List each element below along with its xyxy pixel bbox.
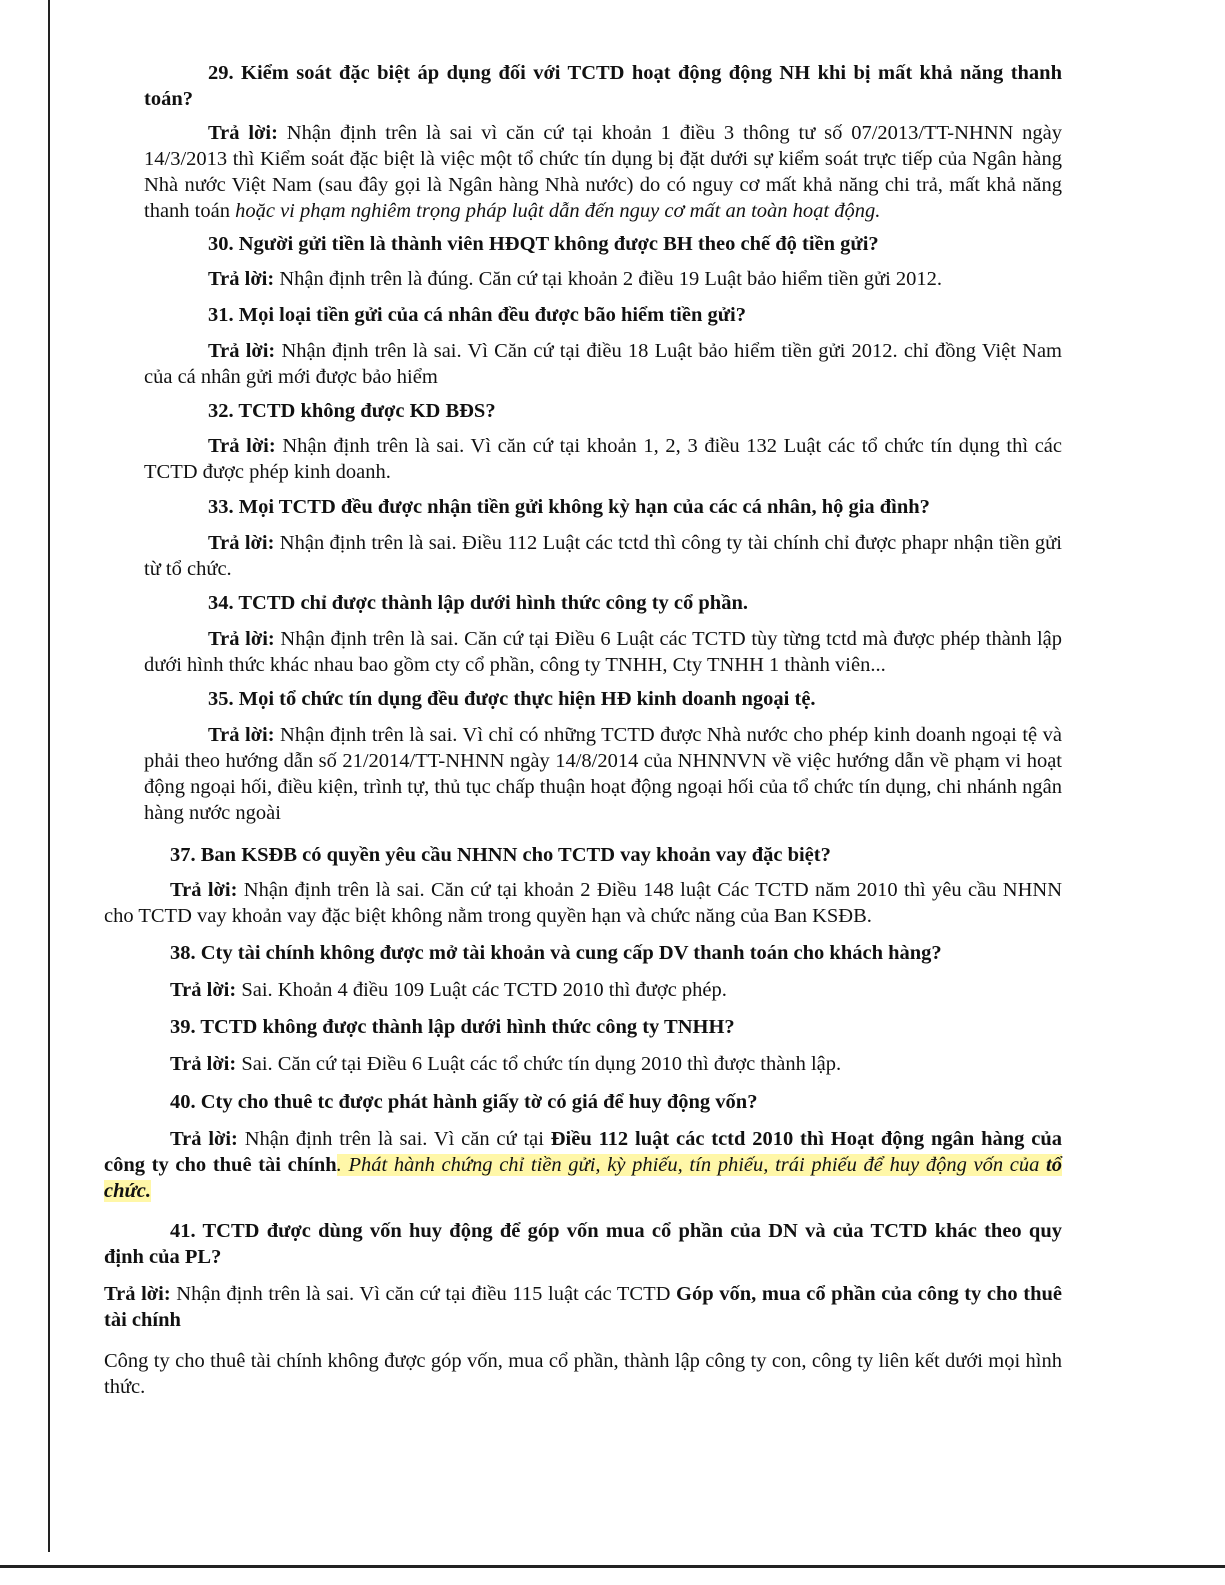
answer-31: Trả lời: Nhận định trên là sai. Vì Căn cứ tại điều 18 Luật bảo hiểm tiền gửi 2012. chỉ đồng Việt Nam của cá nhân gửi mới được bảo hiểm xyxy=(144,340,1062,388)
highlighted-text: . Phát hành chứng chỉ tiền gửi, kỳ phiếu, tín phiếu, trái phiếu để huy động vốn của xyxy=(336,1154,1047,1176)
question-29: 29. Kiểm soát đặc biệt áp dụng đối với TCTD hoạt động động NH khi bị mất khả năng thanh toán? xyxy=(144,62,1062,110)
answer-label: Trả lời: xyxy=(170,1128,238,1150)
answer-label: Trả lời: xyxy=(208,268,275,290)
answer-29: Trả lời: Nhận định trên là sai vì căn cứ tại khoản 1 điều 3 thông tư số 07/2013/TT-NHNN ngày 14/3/2013 thì Kiểm soát đặc biệt là việc một tổ chức tín dụng bị đặt dưới sự kiểm soát trực tiếp của Ngân hàng Nhà nước Việt Nam (sau đây gọi là Ngân hàng Nhà nước) do có nguy cơ mất khả năng chi trả, mất khả năng thanh toán hoặc vi phạm nghiêm trọng pháp luật dẫn đến nguy cơ mất an toàn hoạt động. xyxy=(144,122,1062,222)
answer-label: Trả lời: xyxy=(170,1053,237,1075)
answer-37: Trả lời: Nhận định trên là sai. Căn cứ tại khoản 2 Điều 148 luật Các TCTD năm 2010 thì yêu cầu NHNN cho TCTD vay khoản vay đặc biệt không nằm trong quyền hạn và chức năng của Ban KSĐB. xyxy=(104,879,1062,927)
answer-label: Trả lời: xyxy=(208,724,275,746)
answer-label: Trả lời: xyxy=(208,435,276,457)
question-40: 40. Cty cho thuê tc được phát hành giấy tờ có giá để huy động vốn? xyxy=(170,1091,758,1113)
highlighted-text: tổ chức. xyxy=(104,1154,1062,1202)
question-32: 32. TCTD không được KD BĐS? xyxy=(208,400,496,422)
question-34: 34. TCTD chỉ được thành lập dưới hình thức công ty cổ phần. xyxy=(208,592,748,614)
answer-label: Trả lời: xyxy=(170,979,237,1001)
answer-41: Trả lời: Nhận định trên là sai. Vì căn cứ tại điều 115 luật các TCTD Góp vốn, mua cổ phần của công ty cho thuê tài chính xyxy=(104,1283,1062,1331)
answer-40: Trả lời: Nhận định trên là sai. Vì căn cứ tại Điều 112 luật các tctd 2010 thì Hoạt động ngân hàng của công ty cho thuê tài chính. Phát hành chứng chỉ tiền gửi, kỳ phiếu, tín phiếu, trái phiếu để huy động vốn của tổ chức. xyxy=(104,1128,1062,1202)
answer-38: Trả lời: Sai. Khoản 4 điều 109 Luật các TCTD 2010 thì được phép. xyxy=(170,979,727,1001)
answer-label: Trả lời: xyxy=(208,628,275,650)
question-31: 31. Mọi loại tiền gửi của cá nhân đều được bão hiểm tiền gửi? xyxy=(208,304,747,326)
question-38: 38. Cty tài chính không được mở tài khoản và cung cấp DV thanh toán cho khách hàng? xyxy=(170,942,942,964)
answer-label: Trả lời: xyxy=(208,340,276,362)
question-33: 33. Mọi TCTD đều được nhận tiền gửi không kỳ hạn của các cá nhân, hộ gia đình? xyxy=(208,496,930,518)
answer-30: Trả lời: Nhận định trên là đúng. Căn cứ tại khoản 2 điều 19 Luật bảo hiểm tiền gửi 2012. xyxy=(208,268,943,290)
question-30: 30. Người gửi tiền là thành viên HĐQT không được BH theo chế độ tiền gửi? xyxy=(208,233,879,255)
question-37: 37. Ban KSĐB có quyền yêu cầu NHNN cho TCTD vay khoản vay đặc biệt? xyxy=(170,844,831,866)
answer-33: Trả lời: Nhận định trên là sai. Điều 112 Luật các tctd thì công ty tài chính chỉ được phapr nhận tiền gửi từ tổ chức. xyxy=(144,532,1062,580)
answer-35: Trả lời: Nhận định trên là sai. Vì chỉ có những TCTD được Nhà nước cho phép kinh doanh ngoại tệ và phải theo hướng dẫn số 21/2014/TT-NHNN ngày 14/8/2014 của NHNNVN về việc hướng dẫn về phạm vi hoạt động ngoại hối, điều kiện, trình tự, thủ tục chấp thuận hoạt động ngoại hối của tổ chức tín dụng, chi nhánh ngân hàng nước ngoài xyxy=(144,724,1062,824)
page-border-bottom xyxy=(0,1565,1225,1568)
question-35: 35. Mọi tổ chức tín dụng đều được thực hiện HĐ kinh doanh ngoại tệ. xyxy=(208,688,816,710)
answer-label: Trả lời: xyxy=(208,122,278,144)
answer-39: Trả lời: Sai. Căn cứ tại Điều 6 Luật các tổ chức tín dụng 2010 thì được thành lập. xyxy=(170,1053,842,1075)
question-39: 39. TCTD không được thành lập dưới hình thức công ty TNHH? xyxy=(170,1016,735,1038)
answer-label: Trả lời: xyxy=(104,1283,171,1305)
answer-34: Trả lời: Nhận định trên là sai. Căn cứ tại Điều 6 Luật các TCTD tùy từng tctd mà được phép thành lập dưới hình thức khác nhau bao gồm cty cổ phần, công ty TNHH, Cty TNHH 1 thành viên... xyxy=(144,628,1062,676)
page-border-left xyxy=(48,0,50,1552)
answer-41-extra: Công ty cho thuê tài chính không được góp vốn, mua cổ phần, thành lập công ty con, công ty liên kết dưới mọi hình thức. xyxy=(104,1350,1062,1398)
answer-label: Trả lời: xyxy=(170,879,238,901)
question-41: 41. TCTD được dùng vốn huy động để góp vốn mua cổ phần của DN và của TCTD khác theo quy định của PL? xyxy=(104,1220,1062,1268)
answer-label: Trả lời: xyxy=(208,532,275,554)
answer-32: Trả lời: Nhận định trên là sai. Vì căn cứ tại khoản 1, 2, 3 điều 132 Luật các tổ chức tín dụng thì các TCTD được phép kinh doanh. xyxy=(144,435,1062,483)
